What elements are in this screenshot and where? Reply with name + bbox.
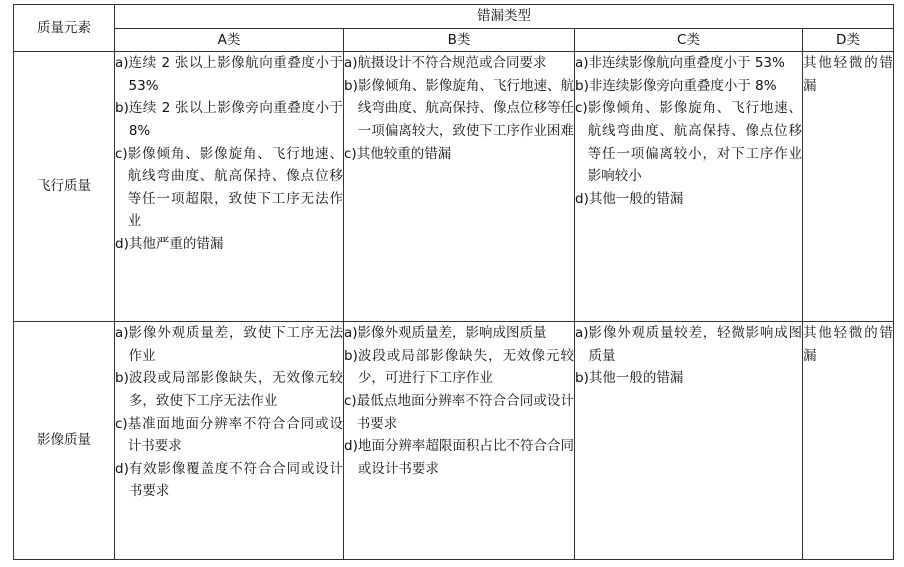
list-item (115, 143, 343, 233)
item-text: 其他较重的错漏 (356, 145, 452, 162)
header-quality-element: 质量元素 (14, 5, 115, 52)
item-text: 其他一般的错漏 (588, 370, 684, 387)
item-marker: d) (115, 460, 129, 477)
header-col-a: A类 (115, 28, 344, 52)
list-item (575, 188, 802, 211)
item-marker: a) (575, 325, 589, 342)
item-text: 波段或局部影像缺失，无效像元较多，致使下工序无法作业 (128, 370, 343, 409)
list-item (344, 345, 574, 390)
item-text: 地面分辨率超限面积占比不符合合同或设计书要求 (357, 438, 574, 477)
item-text: 最低点地面分辨率不符合合同或设计书要求 (356, 392, 574, 432)
item-text: 影像外观质量较差，轻微影响成图质量 (588, 325, 802, 364)
item-text: 连续 2 张以上影像旁向重叠度小于 8% (128, 100, 343, 139)
item-marker: a) (344, 325, 358, 342)
item-text: 非连续影像旁向重叠度小于 8% (588, 77, 777, 94)
item-text: 影像倾角、影像旋角、飞行地速、航线弯曲度、航高保持、像点位移等任一项偏离较大，致使下工序作业困难 (357, 77, 574, 139)
item-marker: b) (115, 370, 129, 387)
item-text: 非连续影像航向重叠度小于 53% (588, 55, 785, 72)
cell-flight-c (575, 52, 803, 322)
list-item (115, 413, 343, 458)
list-item (575, 52, 802, 75)
list-item (575, 97, 802, 187)
cell-flight-a (115, 52, 344, 322)
list-item (575, 322, 802, 367)
item-text: 其他一般的错漏 (588, 190, 684, 207)
cell-flight-b (344, 52, 575, 322)
list-item (115, 97, 343, 142)
item-text: 影像外观质量差，致使下工序无法作业 (128, 325, 343, 364)
list-item (115, 52, 343, 97)
list-item (344, 322, 574, 345)
list-item (115, 367, 343, 412)
item-text: 影像外观质量差，影响成图质量 (357, 325, 547, 342)
item-text: 影像倾角、影像旋角、飞行地速、航线弯曲度、航高保持、像点位移等任一项偏离较小，对下工序作业影响较小 (587, 100, 802, 185)
item-text: 有效影像覆盖度不符合合同或设计书要求 (128, 460, 343, 500)
item-marker: c) (115, 415, 128, 432)
cell-image-b (344, 322, 575, 560)
row-label-image-quality: 影像质量 (14, 322, 115, 560)
item-marker: a) (115, 55, 129, 72)
item-marker: b) (344, 77, 358, 94)
item-marker: a) (575, 55, 589, 72)
list-item (575, 367, 802, 390)
item-marker: c) (115, 145, 128, 162)
list-item (115, 322, 343, 367)
list-item (344, 75, 574, 143)
item-marker: c) (344, 145, 357, 162)
row-label-flight-quality: 飞行质量 (14, 52, 115, 322)
item-marker: d) (115, 235, 129, 252)
header-error-types: 错漏类型 (115, 5, 894, 29)
item-marker: b) (575, 77, 589, 94)
item-marker: b) (344, 347, 358, 364)
item-marker: b) (575, 370, 589, 387)
item-text: 基准面地面分辨率不符合合同或设计书要求 (127, 415, 343, 455)
list-item (344, 52, 574, 75)
item-marker: d) (575, 190, 589, 207)
cell-image-c (575, 322, 803, 560)
item-text: 影像倾角、影像旋角、飞行地速、航线弯曲度、航高保持、像点位移等任一项超限，致使下工序无法作业 (127, 145, 343, 230)
item-marker: c) (575, 100, 588, 117)
header-col-c: C类 (575, 28, 803, 52)
table-row-image-quality (14, 322, 894, 560)
item-text: 波段或局部影像缺失，无效像元较少，可进行下工序作业 (357, 347, 574, 387)
list-item (344, 390, 574, 435)
item-marker: b) (115, 100, 129, 117)
item-text: 连续 2 张以上影像航向重叠度小于 53% (128, 55, 343, 94)
list-item (575, 75, 802, 98)
table-row-flight-quality (14, 52, 894, 322)
list-item (344, 143, 574, 166)
error-classification-table (13, 4, 894, 560)
item-marker: a) (344, 55, 358, 72)
header-col-b: B类 (344, 28, 575, 52)
item-marker: d) (344, 438, 358, 455)
cell-image-a (115, 322, 344, 560)
list-item (115, 458, 343, 503)
cell-image-d: 其他轻微的错漏 (803, 322, 894, 560)
list-item (115, 233, 343, 256)
item-marker: a) (115, 325, 129, 342)
cell-flight-d: 其他轻微的错漏 (803, 52, 894, 322)
list-item (344, 435, 574, 480)
item-text: 其他严重的错漏 (128, 235, 224, 252)
item-text: 航摄设计不符合规范或合同要求 (357, 55, 547, 72)
item-marker: c) (344, 392, 357, 409)
header-col-d: D类 (803, 28, 894, 52)
